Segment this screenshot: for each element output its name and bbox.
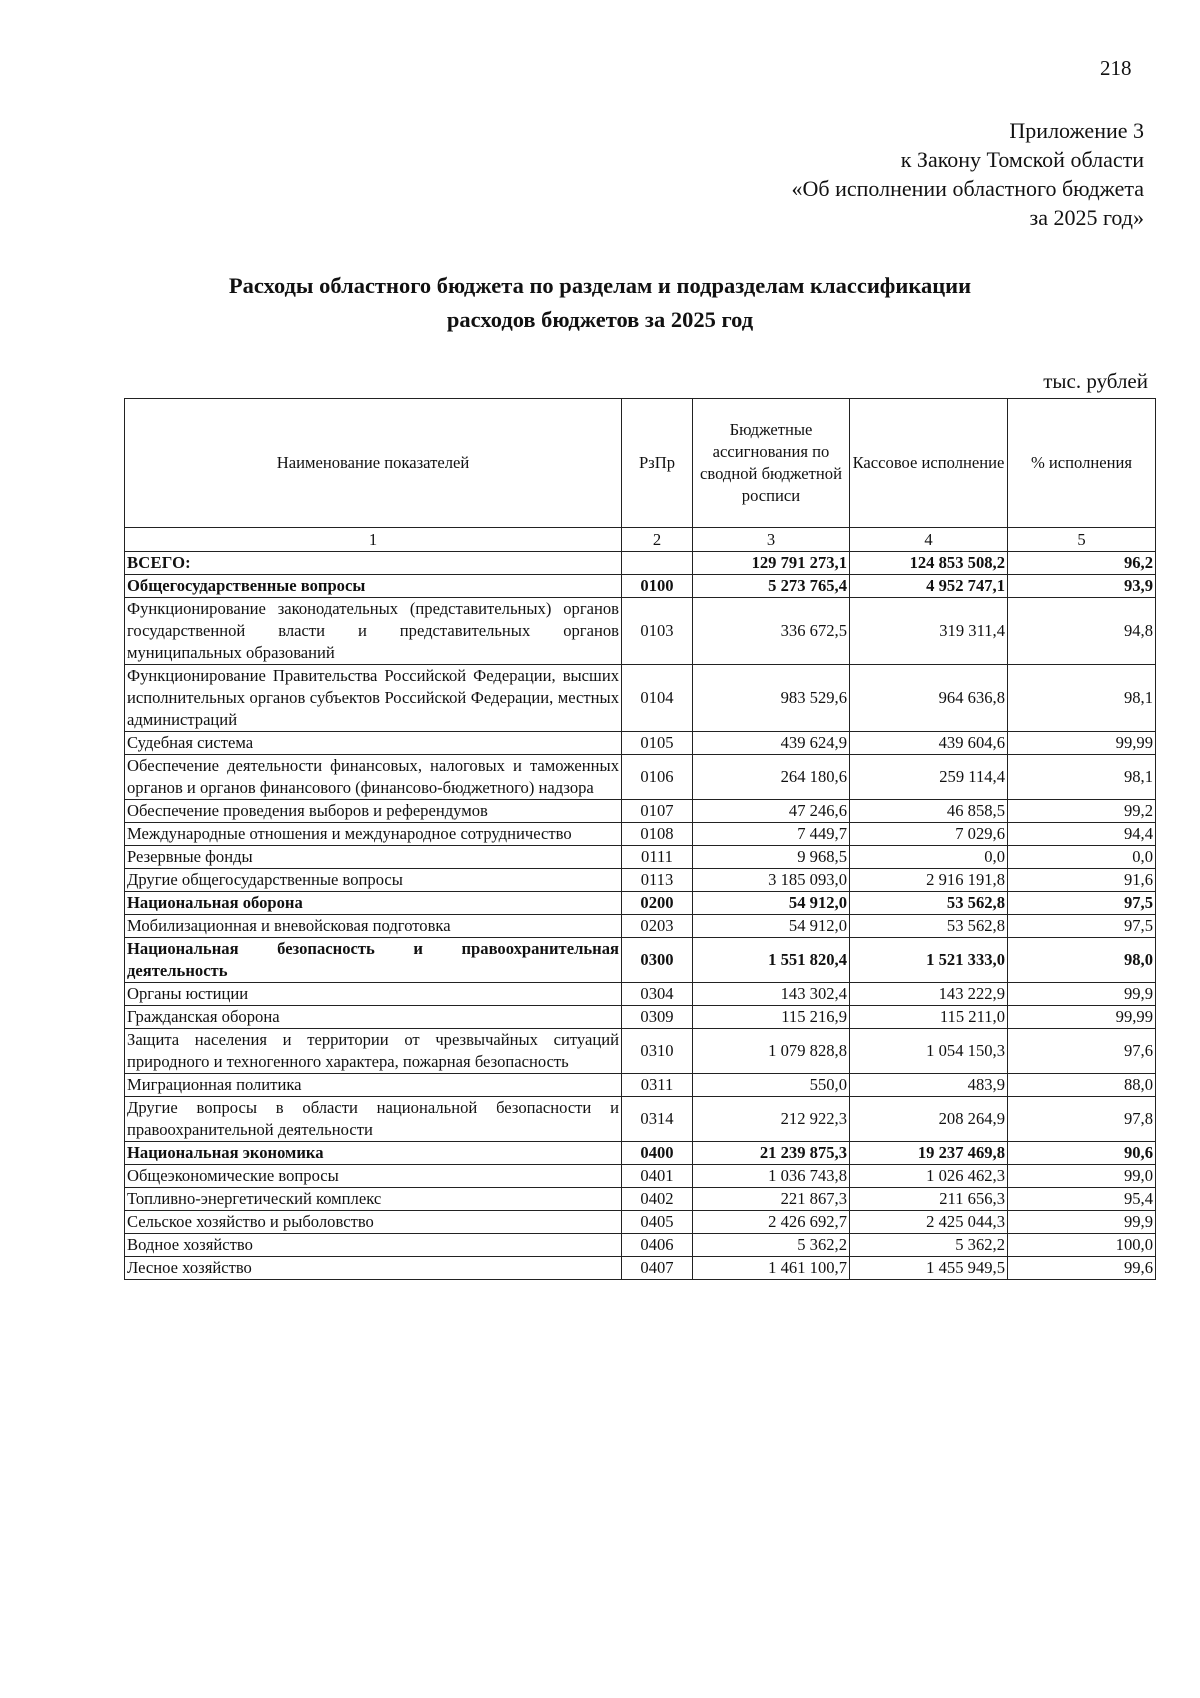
row-code-cell: 0100 (622, 575, 693, 598)
row-plan-cell: 1 461 100,7 (693, 1257, 850, 1280)
table-row (125, 598, 1156, 665)
row-pct-cell: 90,6 (1008, 1142, 1156, 1165)
row-pct-cell: 93,9 (1008, 575, 1156, 598)
row-pct-cell: 97,6 (1008, 1029, 1156, 1074)
row-pct-cell: 98,0 (1008, 938, 1156, 983)
table-row (125, 1097, 1156, 1142)
row-name-cell: Миграционная политика (125, 1074, 622, 1097)
row-code-cell: 0300 (622, 938, 693, 983)
row-fact-cell: 1 054 150,3 (850, 1029, 1008, 1074)
row-name-cell: Мобилизационная и вневойсковая подготовка (125, 915, 622, 938)
row-code-cell: 0203 (622, 915, 693, 938)
row-name-cell: Другие вопросы в области национальной безопасности и правоохранительной деятельности (125, 1097, 622, 1142)
row-fact-cell: 46 858,5 (850, 800, 1008, 823)
header-pct: % исполнения (1008, 399, 1156, 528)
row-fact-cell: 259 114,4 (850, 755, 1008, 800)
row-code-cell: 0200 (622, 892, 693, 915)
header-name: Наименование показателей (125, 399, 622, 528)
row-fact-cell: 124 853 508,2 (850, 552, 1008, 575)
column-number: 3 (693, 528, 850, 552)
row-plan-cell: 9 968,5 (693, 846, 850, 869)
row-plan-cell: 54 912,0 (693, 915, 850, 938)
row-plan-cell: 983 529,6 (693, 665, 850, 732)
appendix-line: за 2025 год» (1029, 205, 1144, 230)
row-fact-cell: 1 026 462,3 (850, 1165, 1008, 1188)
table-row (125, 800, 1156, 823)
row-pct-cell: 99,9 (1008, 983, 1156, 1006)
row-pct-cell: 95,4 (1008, 1188, 1156, 1211)
budget-table (124, 398, 1156, 1280)
row-plan-cell: 336 672,5 (693, 598, 850, 665)
row-code-cell: 0309 (622, 1006, 693, 1029)
row-name-cell: Национальная оборона (125, 892, 622, 915)
table-row (125, 755, 1156, 800)
row-plan-cell: 212 922,3 (693, 1097, 850, 1142)
row-plan-cell: 47 246,6 (693, 800, 850, 823)
row-fact-cell: 4 952 747,1 (850, 575, 1008, 598)
row-fact-cell: 483,9 (850, 1074, 1008, 1097)
row-fact-cell: 7 029,6 (850, 823, 1008, 846)
row-plan-cell: 3 185 093,0 (693, 869, 850, 892)
row-name-cell: ВСЕГО: (125, 552, 622, 575)
row-plan-cell: 550,0 (693, 1074, 850, 1097)
row-code-cell: 0106 (622, 755, 693, 800)
row-name-cell: Топливно-энергетический комплекс (125, 1188, 622, 1211)
table-row (125, 732, 1156, 755)
row-fact-cell: 115 211,0 (850, 1006, 1008, 1029)
table-row (125, 892, 1156, 915)
row-code-cell: 0105 (622, 732, 693, 755)
row-plan-cell: 7 449,7 (693, 823, 850, 846)
table-row (125, 1006, 1156, 1029)
row-pct-cell: 99,2 (1008, 800, 1156, 823)
row-pct-cell: 91,6 (1008, 869, 1156, 892)
row-code-cell: 0314 (622, 1097, 693, 1142)
row-fact-cell: 1 521 333,0 (850, 938, 1008, 983)
row-fact-cell: 1 455 949,5 (850, 1257, 1008, 1280)
column-number: 5 (1008, 528, 1156, 552)
row-fact-cell: 143 222,9 (850, 983, 1008, 1006)
header-fact: Кассовое исполнение (850, 399, 1008, 528)
row-name-cell: Водное хозяйство (125, 1234, 622, 1257)
row-fact-cell: 211 656,3 (850, 1188, 1008, 1211)
row-pct-cell: 97,8 (1008, 1097, 1156, 1142)
row-pct-cell: 88,0 (1008, 1074, 1156, 1097)
row-name-cell: Национальная экономика (125, 1142, 622, 1165)
table-row (125, 1029, 1156, 1074)
appendix-line: «Об исполнении областного бюджета (791, 176, 1144, 201)
row-plan-cell: 1 036 743,8 (693, 1165, 850, 1188)
row-plan-cell: 5 362,2 (693, 1234, 850, 1257)
row-name-cell: Функционирование законодательных (представительных) органов государственной власти и представительных органов муниципальных образований (125, 598, 622, 665)
row-plan-cell: 1 551 820,4 (693, 938, 850, 983)
row-name-cell: Резервные фонды (125, 846, 622, 869)
table-row (125, 938, 1156, 983)
row-code-cell: 0104 (622, 665, 693, 732)
table-header-row (125, 399, 1156, 528)
table-row (125, 1165, 1156, 1188)
row-pct-cell: 99,99 (1008, 732, 1156, 755)
row-pct-cell: 97,5 (1008, 915, 1156, 938)
row-code-cell: 0103 (622, 598, 693, 665)
table-body (125, 552, 1156, 1280)
row-plan-cell: 21 239 875,3 (693, 1142, 850, 1165)
row-name-cell: Защита населения и территории от чрезвычайных ситуаций природного и техногенного характера, пожарная безопасность (125, 1029, 622, 1074)
row-pct-cell: 96,2 (1008, 552, 1156, 575)
total-row (125, 552, 1156, 575)
document-title (0, 269, 1200, 337)
row-pct-cell: 0,0 (1008, 846, 1156, 869)
row-code-cell: 0407 (622, 1257, 693, 1280)
row-plan-cell: 54 912,0 (693, 892, 850, 915)
row-pct-cell: 99,9 (1008, 1211, 1156, 1234)
row-plan-cell: 115 216,9 (693, 1006, 850, 1029)
row-code-cell: 0310 (622, 1029, 693, 1074)
row-name-cell: Обеспечение проведения выборов и референдумов (125, 800, 622, 823)
table-row (125, 983, 1156, 1006)
row-code-cell: 0111 (622, 846, 693, 869)
row-plan-cell: 129 791 273,1 (693, 552, 850, 575)
row-code-cell: 0405 (622, 1211, 693, 1234)
row-name-cell: Международные отношения и международное сотрудничество (125, 823, 622, 846)
row-name-cell: Функционирование Правительства Российской Федерации, высших исполнительных органов субъектов Российской Федерации, местных администраций (125, 665, 622, 732)
row-name-cell: Гражданская оборона (125, 1006, 622, 1029)
row-plan-cell: 2 426 692,7 (693, 1211, 850, 1234)
row-name-cell: Другие общегосударственные вопросы (125, 869, 622, 892)
row-fact-cell: 19 237 469,8 (850, 1142, 1008, 1165)
row-fact-cell: 0,0 (850, 846, 1008, 869)
title-line: расходов бюджетов за 2025 год (446, 307, 754, 332)
table-row (125, 665, 1156, 732)
appendix-line: к Закону Томской области (900, 147, 1144, 172)
row-code-cell: 0311 (622, 1074, 693, 1097)
row-name-cell: Обеспечение деятельности финансовых, налоговых и таможенных органов и органов финансового (финансово-бюджетного) надзора (125, 755, 622, 800)
row-code-cell: 0400 (622, 1142, 693, 1165)
column-number: 1 (125, 528, 622, 552)
row-name-cell: Судебная система (125, 732, 622, 755)
row-code-cell: 0107 (622, 800, 693, 823)
table-row (125, 1074, 1156, 1097)
row-pct-cell: 94,8 (1008, 598, 1156, 665)
row-plan-cell: 5 273 765,4 (693, 575, 850, 598)
header-code: РзПр (622, 399, 693, 528)
row-name-cell: Лесное хозяйство (125, 1257, 622, 1280)
row-fact-cell: 964 636,8 (850, 665, 1008, 732)
column-number: 2 (622, 528, 693, 552)
row-name-cell: Сельское хозяйство и рыболовство (125, 1211, 622, 1234)
table-row (125, 1234, 1156, 1257)
row-name-cell: Национальная безопасность и правоохранительная деятельность (125, 938, 622, 983)
table-row (125, 915, 1156, 938)
row-fact-cell: 5 362,2 (850, 1234, 1008, 1257)
row-plan-cell: 1 079 828,8 (693, 1029, 850, 1074)
appendix-heading (544, 116, 1144, 232)
row-fact-cell: 53 562,8 (850, 915, 1008, 938)
row-pct-cell: 98,1 (1008, 665, 1156, 732)
title-line: Расходы областного бюджета по разделам и подразделам классификации (228, 273, 972, 298)
column-number-row (125, 528, 1156, 552)
row-fact-cell: 208 264,9 (850, 1097, 1008, 1142)
row-pct-cell: 97,5 (1008, 892, 1156, 915)
row-code-cell: 0108 (622, 823, 693, 846)
table-row (125, 1257, 1156, 1280)
row-code-cell: 0401 (622, 1165, 693, 1188)
table-row (125, 575, 1156, 598)
row-name-cell: Общегосударственные вопросы (125, 575, 622, 598)
row-pct-cell: 99,6 (1008, 1257, 1156, 1280)
row-plan-cell: 143 302,4 (693, 983, 850, 1006)
row-name-cell: Органы юстиции (125, 983, 622, 1006)
header-plan: Бюджетные ассигнования по сводной бюджетной росписи (693, 399, 850, 528)
row-plan-cell: 439 624,9 (693, 732, 850, 755)
row-fact-cell: 439 604,6 (850, 732, 1008, 755)
row-plan-cell: 264 180,6 (693, 755, 850, 800)
row-name-cell: Общеэкономические вопросы (125, 1165, 622, 1188)
row-pct-cell: 98,1 (1008, 755, 1156, 800)
table-row (125, 1188, 1156, 1211)
units-label: тыс. рублей (1043, 369, 1148, 393)
row-fact-cell: 53 562,8 (850, 892, 1008, 915)
column-number: 4 (850, 528, 1008, 552)
table-row (125, 1142, 1156, 1165)
row-code-cell: 0406 (622, 1234, 693, 1257)
row-code-cell: 0304 (622, 983, 693, 1006)
appendix-line: Приложение 3 (1009, 118, 1144, 143)
row-pct-cell: 94,4 (1008, 823, 1156, 846)
page-number: 218 (1100, 56, 1132, 80)
table-row (125, 1211, 1156, 1234)
row-plan-cell: 221 867,3 (693, 1188, 850, 1211)
row-pct-cell: 99,0 (1008, 1165, 1156, 1188)
row-fact-cell: 2 916 191,8 (850, 869, 1008, 892)
row-code-cell: 0113 (622, 869, 693, 892)
row-code-cell: 0402 (622, 1188, 693, 1211)
table-row (125, 846, 1156, 869)
row-code-cell (622, 552, 693, 575)
table-row (125, 823, 1156, 846)
row-pct-cell: 100,0 (1008, 1234, 1156, 1257)
table-row (125, 869, 1156, 892)
row-fact-cell: 319 311,4 (850, 598, 1008, 665)
row-fact-cell: 2 425 044,3 (850, 1211, 1008, 1234)
row-pct-cell: 99,99 (1008, 1006, 1156, 1029)
